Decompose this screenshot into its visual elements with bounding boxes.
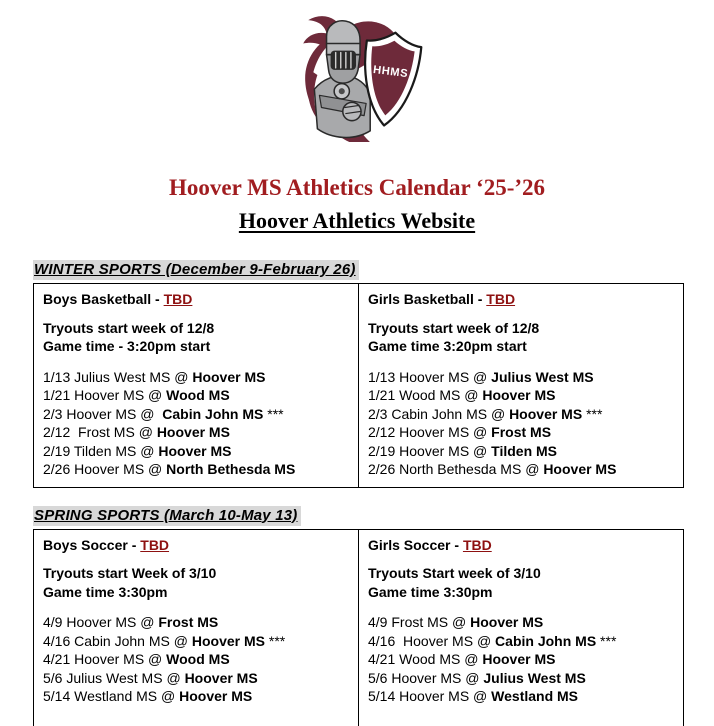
tbd-link[interactable]: TBD: [486, 291, 516, 307]
team-name: Girls Basketball -: [368, 291, 487, 307]
home-team: Hoover MS: [482, 651, 556, 667]
team-name: Boys Basketball -: [43, 291, 164, 307]
home-team: Hoover MS: [179, 688, 253, 704]
game-time-line: Game time 3:30pm: [368, 583, 493, 600]
team-info: [43, 564, 350, 601]
home-team: Hoover MS: [482, 387, 556, 403]
website-link-row: [0, 207, 714, 238]
home-team: Wood MS: [166, 387, 230, 403]
home-team: Cabin John MS: [162, 405, 264, 422]
winter-sports-heading: WINTER SPORTS (December 9-February 26): [33, 260, 359, 280]
game-matchup: 1/21 Hoover MS @: [43, 387, 167, 403]
game-line: [43, 423, 350, 442]
game-line: [43, 650, 350, 669]
game-line: [368, 669, 675, 688]
game-time-line: Game time 3:20pm start: [368, 338, 527, 354]
athletics-website-link[interactable]: Hoover Athletics Website: [238, 208, 476, 233]
game-line: [368, 442, 675, 461]
game-matchup: 4/9 Hoover MS @: [43, 614, 159, 630]
home-team: Hoover MS: [191, 632, 265, 649]
spring-sports-heading: SPRING SPORTS (March 10-May 13): [33, 506, 301, 526]
home-team: Hoover MS: [470, 614, 544, 630]
game-matchup: 5/14 Hoover MS @: [368, 688, 492, 704]
game-line: [368, 687, 675, 706]
game-line: [368, 650, 675, 669]
spring-girls-soccer-cell: [359, 529, 684, 726]
game-matchup: 2/12 Hoover MS @: [368, 424, 492, 440]
shield-text: HHMS: [372, 63, 409, 81]
home-team: Hoover MS: [192, 368, 266, 385]
winter-girls-basketball-cell: [359, 284, 684, 488]
home-team: North Bethesda MS: [166, 461, 296, 477]
game-matchup: 5/14 Westland MS @: [43, 688, 180, 704]
home-team: Julius West MS: [491, 368, 594, 385]
team-title-line: [368, 290, 675, 309]
games-list: [368, 368, 675, 479]
game-line: [43, 442, 350, 461]
home-team: Julius West MS: [483, 669, 586, 686]
tryouts-line: Tryouts start week of 12/8: [43, 319, 215, 336]
home-team: Hoover MS: [158, 442, 232, 459]
team-info: [43, 319, 350, 356]
game-matchup: 2/26 Hoover MS @: [43, 461, 167, 477]
tryouts-line: Tryouts start Week of 3/10: [43, 565, 217, 581]
game-matchup: 4/9 Frost MS @: [368, 614, 471, 630]
game-line: [368, 423, 675, 442]
game-matchup: 2/19 Hoover MS @: [368, 442, 492, 459]
game-line: [368, 632, 675, 651]
home-team: Hoover MS: [156, 424, 230, 440]
tbd-link[interactable]: TBD: [163, 291, 193, 307]
home-team: Wood MS: [166, 651, 230, 667]
knight-mascot-icon: [291, 10, 423, 142]
game-line: [368, 405, 675, 424]
tryouts-line: Tryouts Start week of 3/10: [368, 565, 541, 581]
winter-sports-table: [33, 283, 684, 488]
game-matchup: 5/6 Hoover MS @: [368, 669, 484, 686]
games-list: [368, 613, 675, 706]
winter-sports-section: [33, 260, 684, 488]
game-line: [43, 687, 350, 706]
home-team: Cabin John MS: [495, 632, 597, 649]
tbd-link[interactable]: TBD: [462, 536, 492, 553]
game-matchup: 4/21 Hoover MS @: [43, 651, 167, 667]
team-info: [368, 564, 675, 601]
team-title-line: [368, 536, 675, 555]
game-matchup: 2/3 Hoover MS @: [43, 405, 163, 422]
spring-sports-table: [33, 529, 684, 726]
game-line: [43, 386, 350, 405]
game-time-line: Game time 3:30pm: [43, 583, 168, 600]
game-line: [43, 669, 350, 688]
game-note: ***: [582, 405, 603, 422]
page-title: Hoover MS Athletics Calendar ‘25-’26: [168, 175, 546, 200]
home-team: Hoover MS: [509, 405, 583, 422]
games-list: [43, 613, 350, 706]
team-name: Boys Soccer -: [43, 536, 141, 553]
game-line: [43, 405, 350, 424]
game-line: [43, 460, 350, 479]
team-info: [368, 319, 675, 356]
game-line: [43, 632, 350, 651]
game-matchup: 1/13 Julius West MS @: [43, 368, 193, 385]
game-line: [368, 613, 675, 632]
game-matchup: 2/3 Cabin John MS @: [368, 405, 510, 422]
game-matchup: 5/6 Julius West MS @: [43, 669, 185, 686]
home-team: Hoover MS: [543, 461, 617, 477]
team-name: Girls Soccer -: [368, 536, 463, 553]
game-matchup: 2/12 Frost MS @: [43, 424, 157, 440]
game-matchup: 4/16 Cabin John MS @: [43, 632, 192, 649]
game-matchup: 2/26 North Bethesda MS @: [368, 461, 544, 477]
game-line: [368, 386, 675, 405]
spring-sports-section: [33, 506, 684, 726]
home-team: Frost MS: [491, 424, 552, 440]
game-time-line: Game time - 3:20pm start: [43, 338, 211, 354]
home-team: Frost MS: [158, 614, 219, 630]
tryouts-line: Tryouts start week of 12/8: [368, 319, 540, 336]
game-line: [43, 613, 350, 632]
game-matchup: 2/19 Tilden MS @: [43, 442, 159, 459]
game-note: ***: [264, 632, 286, 649]
home-team: Westland MS: [491, 688, 579, 704]
game-line: [368, 460, 675, 479]
game-matchup: 1/13 Hoover MS @: [368, 368, 492, 385]
winter-boys-basketball-cell: [34, 284, 359, 488]
game-matchup: 4/16 Hoover MS @: [368, 632, 496, 649]
game-line: [368, 368, 675, 387]
home-team: Tilden MS: [491, 442, 558, 459]
team-title-line: [43, 290, 350, 309]
school-logo: [0, 0, 714, 150]
team-title-line: [43, 536, 350, 555]
spring-boys-soccer-cell: [34, 529, 359, 726]
tbd-link[interactable]: TBD: [140, 536, 170, 553]
game-matchup: 1/21 Wood MS @: [368, 387, 483, 403]
home-team: Hoover MS: [184, 669, 258, 686]
games-list: [43, 368, 350, 479]
game-note: ***: [596, 632, 617, 649]
game-note: ***: [263, 405, 284, 422]
game-matchup: 4/21 Wood MS @: [368, 651, 483, 667]
game-line: [43, 368, 350, 387]
